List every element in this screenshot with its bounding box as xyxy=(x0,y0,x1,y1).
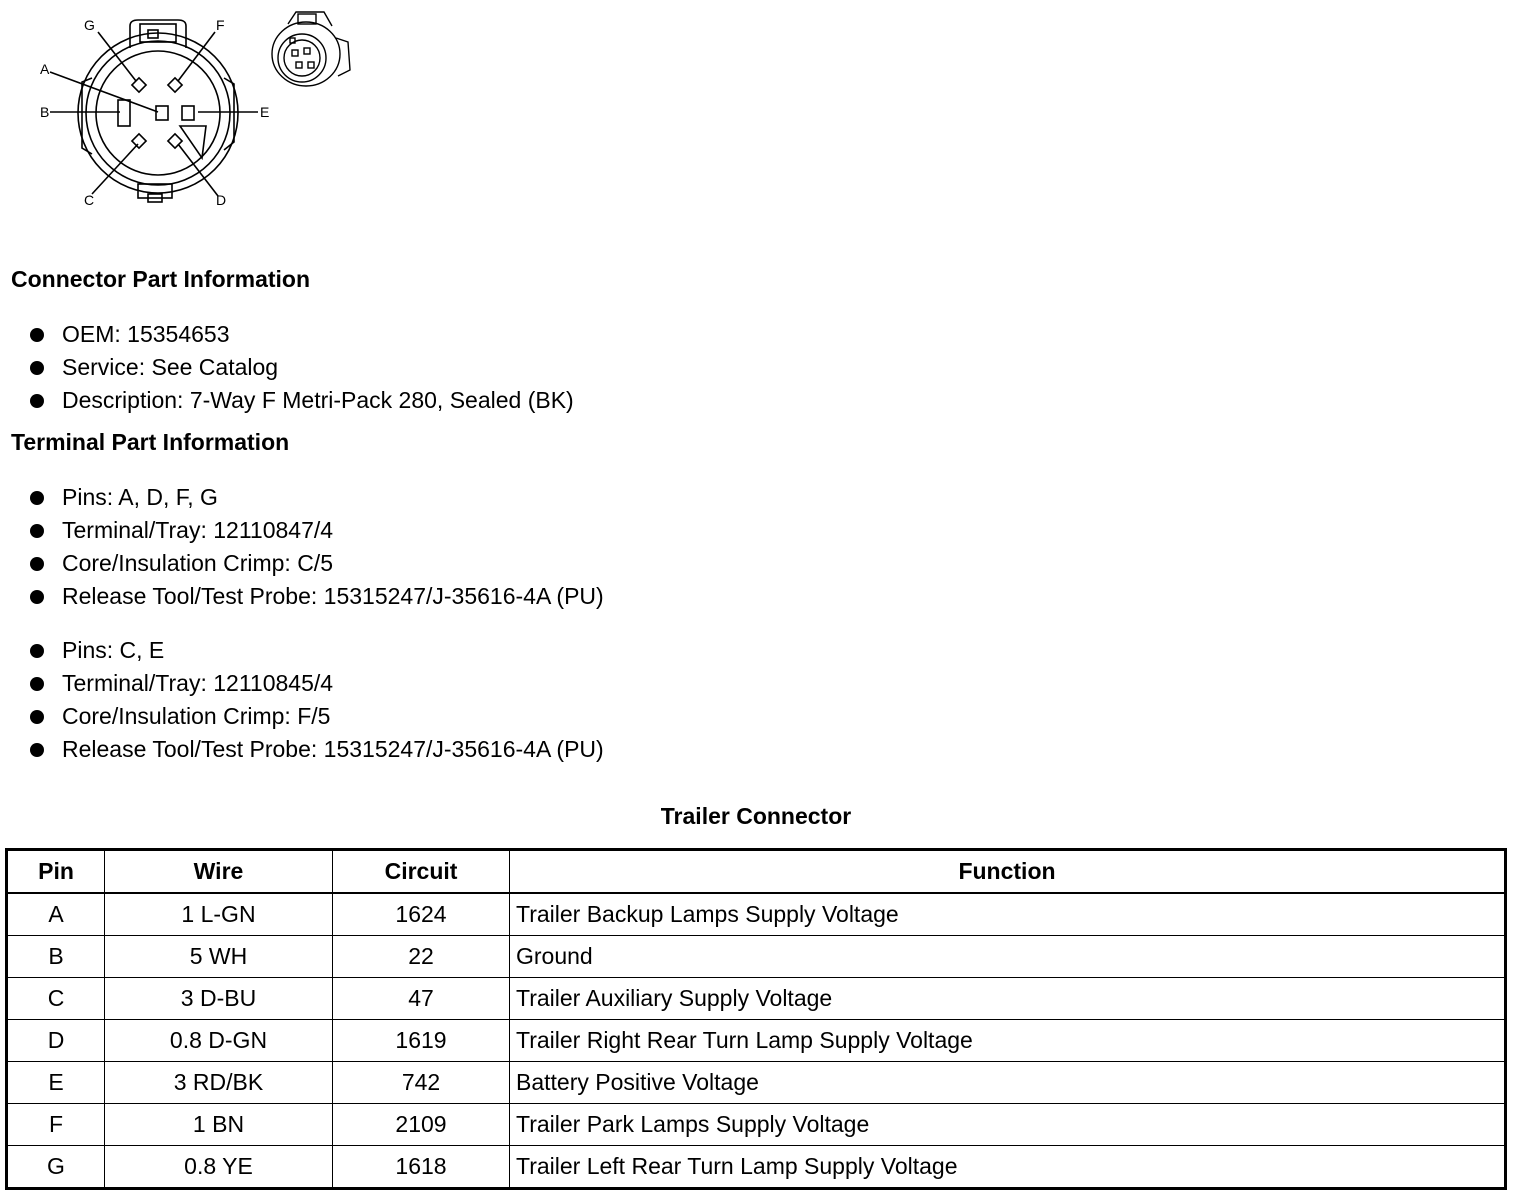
cell-circuit: 1618 xyxy=(333,1146,510,1189)
table-row xyxy=(7,1020,1506,1062)
list-item-terminal-tray: Terminal/Tray: 12110847/4 xyxy=(30,514,604,547)
terminal-group-1-list xyxy=(30,481,604,613)
pin-label-a: A xyxy=(40,61,50,77)
cell-pin: E xyxy=(7,1062,105,1104)
pin-label-e: E xyxy=(260,104,270,120)
cell-wire: 3 D-BU xyxy=(105,978,333,1020)
list-item-release-tool: Release Tool/Test Probe: 15315247/J-35616-4A (PU) xyxy=(30,580,604,613)
connector-part-info-list xyxy=(30,318,574,417)
list-item-description: Description: 7-Way F Metri-Pack 280, Sealed (BK) xyxy=(30,384,574,417)
list-item-pins: Pins: C, E xyxy=(30,634,604,667)
list-item-crimp: Core/Insulation Crimp: F/5 xyxy=(30,700,604,733)
trailer-connector-table xyxy=(5,848,1507,1190)
table-row xyxy=(7,1062,1506,1104)
column-header-wire: Wire xyxy=(105,850,333,894)
cell-function: Trailer Left Rear Turn Lamp Supply Voltage xyxy=(510,1146,1506,1189)
list-item-pins: Pins: A, D, F, G xyxy=(30,481,604,514)
table-row xyxy=(7,1146,1506,1189)
pin-label-f: F xyxy=(216,17,225,33)
cell-circuit: 22 xyxy=(333,936,510,978)
cell-pin: D xyxy=(7,1020,105,1062)
cell-pin: A xyxy=(7,893,105,936)
cell-function: Trailer Right Rear Turn Lamp Supply Voltage xyxy=(510,1020,1506,1062)
list-item-crimp: Core/Insulation Crimp: C/5 xyxy=(30,547,604,580)
cell-wire: 5 WH xyxy=(105,936,333,978)
list-item-terminal-tray: Terminal/Tray: 12110845/4 xyxy=(30,667,604,700)
cell-function: Trailer Auxiliary Supply Voltage xyxy=(510,978,1506,1020)
cell-wire: 0.8 D-GN xyxy=(105,1020,333,1062)
table-row xyxy=(7,893,1506,936)
connector-part-info-heading: Connector Part Information xyxy=(11,266,311,292)
table-row xyxy=(7,978,1506,1020)
cell-pin: B xyxy=(7,936,105,978)
table-row xyxy=(7,1104,1506,1146)
cell-wire: 0.8 YE xyxy=(105,1146,333,1189)
cell-circuit: 1619 xyxy=(333,1020,510,1062)
cell-function: Ground xyxy=(510,936,1506,978)
connector-face-diagram xyxy=(30,8,280,218)
cell-wire: 1 BN xyxy=(105,1104,333,1146)
column-header-pin: Pin xyxy=(7,850,105,894)
cell-function: Battery Positive Voltage xyxy=(510,1062,1506,1104)
pin-label-c: C xyxy=(84,192,95,208)
connector-thumbnail-image xyxy=(266,8,358,88)
cell-pin: F xyxy=(7,1104,105,1146)
cell-wire: 1 L-GN xyxy=(105,893,333,936)
terminal-part-info-heading: Terminal Part Information xyxy=(11,429,290,455)
list-item-service: Service: See Catalog xyxy=(30,351,574,384)
cell-circuit: 742 xyxy=(333,1062,510,1104)
cell-circuit: 2109 xyxy=(333,1104,510,1146)
list-item-oem: OEM: 15354653 xyxy=(30,318,574,351)
cell-pin: G xyxy=(7,1146,105,1189)
terminal-group-2-list xyxy=(30,634,604,766)
column-header-circuit: Circuit xyxy=(333,850,510,894)
table-row xyxy=(7,936,1506,978)
cell-pin: C xyxy=(7,978,105,1020)
cell-function: Trailer Backup Lamps Supply Voltage xyxy=(510,893,1506,936)
cell-wire: 3 RD/BK xyxy=(105,1062,333,1104)
pin-label-d: D xyxy=(216,192,227,208)
column-header-function: Function xyxy=(510,850,1506,894)
cell-circuit: 47 xyxy=(333,978,510,1020)
table-header-row xyxy=(7,850,1506,894)
list-item-release-tool: Release Tool/Test Probe: 15315247/J-35616-4A (PU) xyxy=(30,733,604,766)
pin-label-b: B xyxy=(40,104,50,120)
cell-function: Trailer Park Lamps Supply Voltage xyxy=(510,1104,1506,1146)
pin-label-g: G xyxy=(84,17,95,33)
table-title: Trailer Connector xyxy=(660,803,852,829)
cell-circuit: 1624 xyxy=(333,893,510,936)
